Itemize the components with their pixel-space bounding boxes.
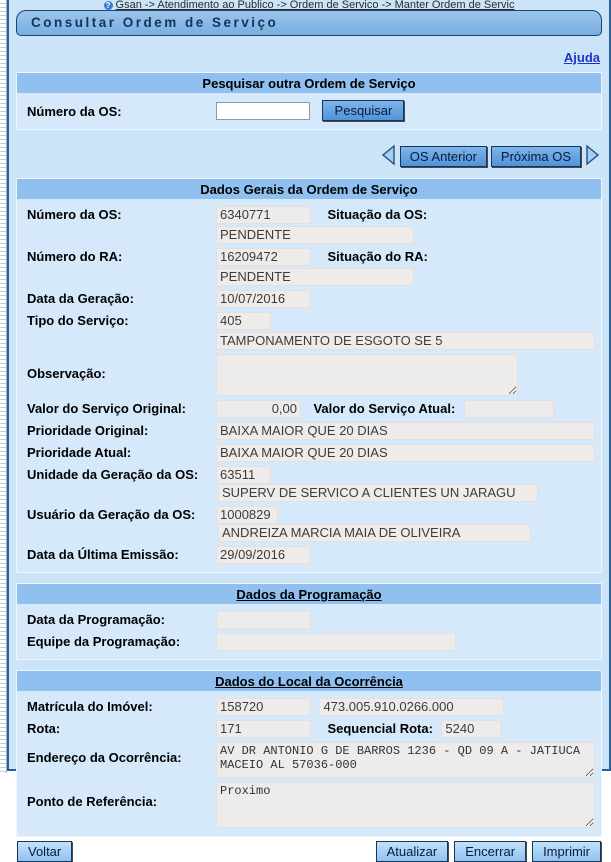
breadcrumb-trail[interactable]: Gsan -> Atendimento ao Publico -> Ordem de Servico -> Manter Ordem de Servic: [115, 0, 515, 11]
priority-original-value: BAIXA MAIOR QUE 20 DIAS: [216, 422, 595, 440]
value-current-label: Valor do Serviço Atual:: [313, 401, 456, 416]
section-search-title: Pesquisar outra Ordem de Serviço: [17, 73, 601, 93]
observation-row: [21, 352, 597, 398]
os-navigation: [15, 144, 601, 168]
service-type-description: TAMPONAMENTO DE ESGOTO SE 5: [216, 332, 595, 350]
property-registration-code: 158720: [216, 698, 311, 716]
footer-actions: [17, 841, 601, 862]
priority-original-label: Prioridade Original:: [27, 423, 149, 438]
page-title: Consultar Ordem de Serviço: [16, 10, 602, 36]
programming-team-label: Equipe da Programação:: [27, 634, 181, 649]
page-frame: [7, 0, 611, 859]
frame-gutter: [0, 0, 7, 773]
priority-original-row: [21, 420, 597, 442]
programming-date-label: Data da Programação:: [27, 612, 165, 627]
section-general-title: Dados Gerais da Ordem de Serviço: [17, 179, 601, 199]
os-number-label: Número da OS:: [27, 207, 122, 222]
search-button[interactable]: Pesquisar: [322, 100, 404, 121]
property-inscription-value: 473.005.910.0266.000: [319, 698, 504, 716]
route-sequence-value: 5240: [441, 720, 501, 738]
section-occurrence-location: [16, 670, 602, 837]
ra-number-value: 16209472: [216, 248, 311, 266]
service-type-code: 405: [216, 312, 271, 330]
section-location-title-link[interactable]: Dados do Local da Ocorrência: [215, 674, 403, 689]
help-link[interactable]: Ajuda: [563, 50, 600, 65]
observation-label: Observação:: [27, 366, 106, 381]
generation-date-row: [21, 288, 597, 310]
value-original-value: 0,00: [216, 400, 301, 418]
generation-user-label: Usuário da Geração da OS:: [27, 507, 196, 522]
os-number-value: 6340771: [216, 206, 311, 224]
last-emission-label: Data da Última Emissão:: [27, 547, 179, 562]
previous-os-button[interactable]: OS Anterior: [400, 146, 487, 167]
previous-os-arrow-icon[interactable]: [380, 144, 396, 168]
occurrence-address-row: [21, 740, 597, 780]
programming-team-row: [21, 631, 597, 653]
ra-status-label: Situação do RA:: [327, 249, 428, 264]
os-number-row: [21, 204, 597, 246]
programming-date-row: [21, 609, 597, 631]
close-os-button[interactable]: Encerrar: [454, 841, 526, 862]
generation-user-code: 1000829: [216, 506, 278, 524]
breadcrumb: [15, 0, 603, 9]
os-number-search-label: Número da OS:: [27, 103, 122, 119]
generation-unit-name: SUPERV DE SERVICO A CLIENTES UN JARAGU: [218, 484, 538, 502]
ra-status-value: PENDENTE: [216, 268, 414, 286]
reference-point-label: Ponto de Referência:: [27, 794, 158, 809]
route-value: 171: [216, 720, 311, 738]
section-programming-title-link[interactable]: Dados da Programação: [236, 587, 382, 602]
priority-current-row: [21, 442, 597, 464]
os-number-search-input[interactable]: [216, 102, 310, 120]
service-type-label: Tipo do Serviço:: [27, 313, 129, 328]
os-status-value: PENDENTE: [216, 226, 414, 244]
generation-date-label: Data da Geração:: [27, 291, 134, 306]
generation-date-value: 10/07/2016: [216, 290, 311, 308]
programming-team-value: [216, 633, 456, 651]
programming-date-value: [216, 611, 311, 629]
generation-user-row: [21, 504, 597, 544]
value-current-value: [464, 400, 554, 418]
value-original-label: Valor do Serviço Original:: [27, 401, 186, 416]
reference-point-textarea[interactable]: [216, 782, 595, 828]
section-search-os: [16, 72, 602, 130]
occurrence-address-label: Endereço da Ocorrência:: [27, 750, 182, 765]
update-button[interactable]: Atualizar: [376, 841, 449, 862]
next-os-button[interactable]: Próxima OS: [491, 146, 581, 167]
priority-current-value: BAIXA MAIOR QUE 20 DIAS: [216, 444, 595, 462]
generation-unit-code: 63511: [216, 466, 271, 484]
generation-unit-row: [21, 464, 597, 504]
observation-textarea[interactable]: [216, 354, 518, 396]
section-programming-data: [16, 583, 602, 660]
generation-user-name: ANDREIZA MARCIA MAIA DE OLIVEIRA: [218, 524, 531, 542]
service-value-row: [21, 398, 597, 420]
route-row: [21, 718, 597, 740]
print-button[interactable]: Imprimir: [532, 841, 601, 862]
route-label: Rota:: [27, 721, 61, 736]
generation-unit-label: Unidade da Geração da OS:: [27, 467, 199, 482]
section-general-data: [16, 178, 602, 573]
next-os-arrow-icon[interactable]: [585, 144, 601, 168]
service-type-row: [21, 310, 597, 352]
ra-number-row: [21, 246, 597, 288]
priority-current-label: Prioridade Atual:: [27, 445, 132, 460]
occurrence-address-textarea[interactable]: [216, 742, 595, 778]
back-button[interactable]: Voltar: [17, 841, 72, 862]
property-registration-label: Matrícula do Imóvel:: [27, 699, 153, 714]
route-sequence-label: Sequencial Rota:: [327, 721, 433, 736]
os-status-label: Situação da OS:: [327, 207, 428, 222]
last-emission-row: [21, 544, 597, 566]
help-icon[interactable]: ?: [104, 1, 113, 10]
ra-number-label: Número do RA:: [27, 249, 123, 264]
last-emission-value: 29/09/2016: [216, 546, 311, 564]
reference-point-row: [21, 780, 597, 830]
property-registration-row: [21, 696, 597, 718]
